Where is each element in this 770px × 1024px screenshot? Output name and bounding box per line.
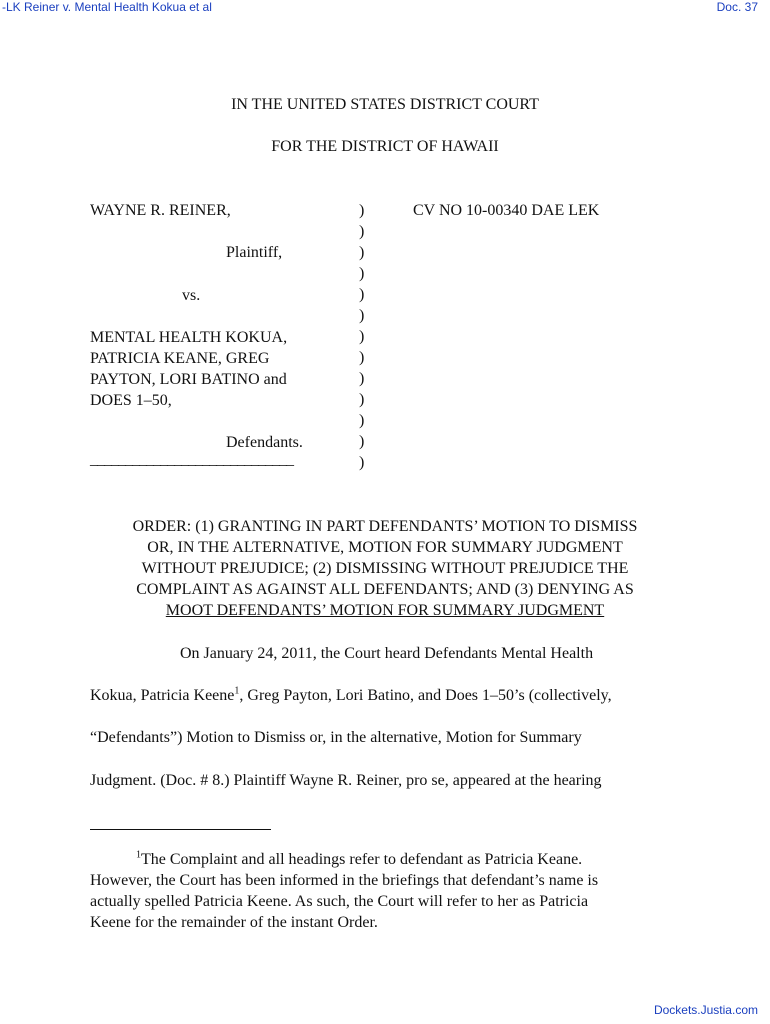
order-title <box>90 516 680 621</box>
caption-paren: ) <box>359 349 365 366</box>
caption-paren: ) <box>359 328 365 345</box>
body-line: “Defendants”) Motion to Dismiss or, in the alternative, Motion for Summary <box>90 729 582 746</box>
caption-paren: ) <box>359 391 365 408</box>
docket-header-title[interactable]: -LK Reiner v. Mental Health Kokua et al <box>2 0 212 14</box>
docket-number-link[interactable]: Doc. 37 <box>716 0 758 14</box>
caption-paren: ) <box>359 223 365 240</box>
court-name: IN THE UNITED STATES DISTRICT COURT <box>231 96 539 113</box>
caption-paren: ) <box>359 454 365 471</box>
footnote-line <box>136 849 582 870</box>
body-line: On January 24, 2011, the Court heard Defendants Mental Health <box>180 645 594 662</box>
case-number: CV NO 10-00340 DAE LEK <box>413 202 600 219</box>
footnote-divider <box>90 829 271 830</box>
body-text: , Greg Payton, Lori Batino, and Does 1–50’s (collectively, <box>239 687 612 704</box>
order-title-underlined: MOOT DEFENDANTS’ MOTION FOR SUMMARY JUDGMENT <box>165 602 605 619</box>
caption-paren: ) <box>359 433 365 450</box>
defendant-line: MENTAL HEALTH KOKUA, <box>90 329 288 346</box>
body-line <box>90 686 612 706</box>
footnote-text: The Complaint and all headings refer to defendant as Patricia Keane. <box>141 851 583 868</box>
footnote-line: actually spelled Patricia Keene. As such, the Court will refer to her as Patricia <box>90 893 589 910</box>
order-title-line: COMPLAINT AS AGAINST ALL DEFENDANTS; AND (3) DENYING AS <box>136 581 634 598</box>
caption-paren: ) <box>359 412 365 429</box>
plaintiff-label: Plaintiff, <box>226 244 283 261</box>
caption-paren: ) <box>359 370 365 387</box>
caption-paren: ) <box>359 307 365 324</box>
caption-paren: ) <box>359 244 365 261</box>
footnote-marker: 1 <box>136 849 141 861</box>
order-title-line: WITHOUT PREJUDICE; (2) DISMISSING WITHOUT PREJUDICE THE <box>141 560 629 577</box>
order-title-line: ORDER: (1) GRANTING IN PART DEFENDANTS’ MOTION TO DISMISS <box>132 518 638 535</box>
defendant-line: DOES 1–50, <box>90 392 172 409</box>
caption-paren: ) <box>359 202 365 219</box>
footnote-line: However, the Court has been informed in the briefings that defendant’s name is <box>90 872 599 889</box>
caption-paren: ) <box>359 286 365 303</box>
footnote-line: Keene for the remainder of the instant Order. <box>90 914 378 931</box>
order-title-line: OR, IN THE ALTERNATIVE, MOTION FOR SUMMARY JUDGMENT <box>147 539 623 556</box>
justia-link[interactable]: Dockets.Justia.com <box>653 1003 758 1017</box>
court-district: FOR THE DISTRICT OF HAWAII <box>271 138 499 155</box>
defendant-line: PAYTON, LORI BATINO and <box>90 371 287 388</box>
plaintiff-name: WAYNE R. REINER, <box>90 202 231 219</box>
body-text: Kokua, Patricia Keene <box>90 687 235 704</box>
defendants-label: Defendants. <box>226 434 303 451</box>
versus-label: vs. <box>182 287 201 304</box>
defendant-line: PATRICIA KEANE, GREG <box>90 350 270 367</box>
caption-paren: ) <box>359 265 365 282</box>
body-line: Judgment. (Doc. # 8.) Plaintiff Wayne R. Reiner, pro se, appeared at the hearing <box>90 772 602 789</box>
caption-rule: _____________________________ <box>90 451 293 468</box>
footnote-ref[interactable]: 1 <box>234 685 240 697</box>
